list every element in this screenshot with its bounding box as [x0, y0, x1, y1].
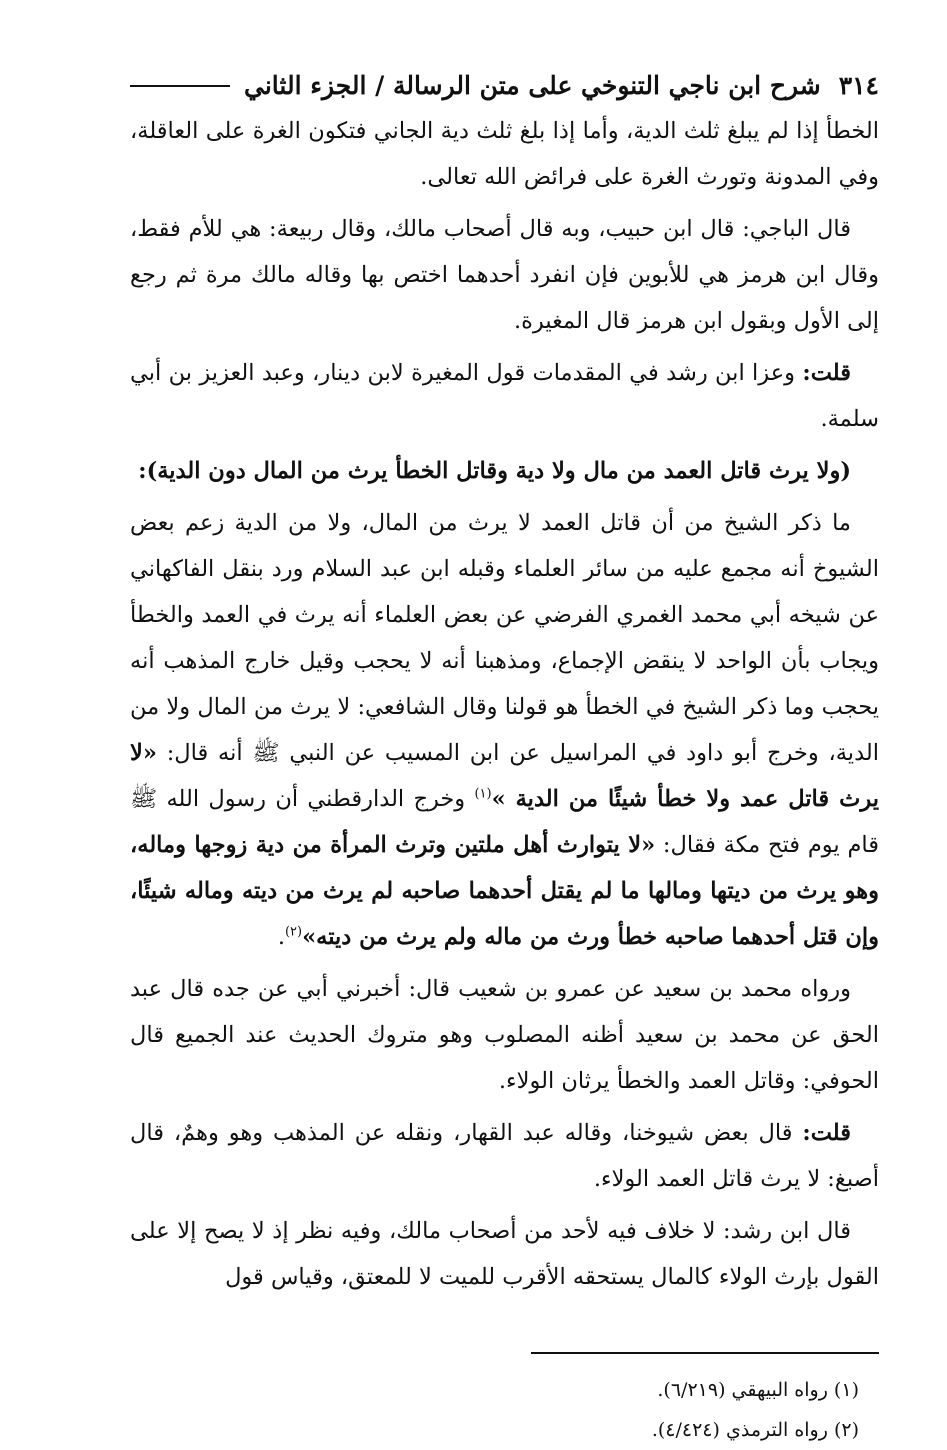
header-rule	[130, 85, 230, 87]
footnote-ref-2: (٢)	[284, 924, 303, 940]
matn-heading: (ولا يرث قاتل العمد من مال ولا دية وقاتل الخطأ يرث من المال دون الدية):	[138, 458, 851, 484]
running-header	[130, 64, 879, 108]
paragraph-6	[130, 1110, 879, 1202]
paragraph-4-text-a: ما ذكر الشيخ من أن قاتل العمد لا يرث من المال، ولا من الدية زعم بعض الشيوخ أنه مجمع عليه من سائر العلماء وقبله ابن عبد السلام ورد بنقل الفاكهاني عن شيخه أبي محمد الغمري الفرضي عن بعض العلماء أنه يرث في العمد والخطأ ويجاب بأن الواحد لا ينقض الإجماع، ومذهبنا أنه لا يحجب وقيل خارج المذهب أنه يحجب وما ذكر الشيخ في الخطأ هو قولنا وقال الشافعي: لا يرث من المال ولا من الدية، وخرج أبو داود في المراسيل عن ابن المسيب عن النبي ﷺ أنه قال:	[130, 510, 879, 766]
footnote-2: (٢) رواه الترمذي (٤/٤٢٤).	[651, 1418, 859, 1441]
header-title-group	[130, 64, 821, 108]
paragraph-6-text: قال بعض شيوخنا، وقاله عبد القهار، ونقله عن المذهب وهو وهمٌ، قال أصبغ: لا يرث قاتل العمد الولاء.	[130, 1120, 879, 1192]
paragraph-2: قال الباجي: قال ابن حبيب، وبه قال أصحاب مالك، وقال ربيعة: هي للأم فقط، وقال ابن هرمز هي للأبوين فإن انفرد أحدهما اختص بها وقاله مالك مرة ثم رجع إلى الأول وبقول ابن هرمز قال المغيرة.	[130, 216, 879, 334]
paragraph-3-lead: قلت:	[802, 360, 851, 386]
footnote-ref-1: (١)	[474, 786, 492, 802]
paragraph-4	[130, 500, 879, 960]
hadith-quote-1: «لا يرث قاتل عمد ولا خطأ شيئًا من الدية »	[130, 740, 879, 812]
hadith-quote-2: «لا يتوارث أهل ملتين وترث المرأة من دية زوجها وماله، وهو يرث من ديتها ومالها ما لم يقتل أحدهما صاحبه لم يرث من ديته وماله شيئًا، وإن قتل أحدهما صاحبه خطأ ورث من ماله ولم يرث من ديته»	[130, 832, 879, 950]
paragraph-3-text: وعزا ابن رشد في المقدمات قول المغيرة لابن دينار، وعبد العزيز بن أبي سلمة.	[130, 360, 879, 432]
paragraph-3	[130, 350, 879, 442]
paragraph-4-text-b: وخرج الدارقطني أن رسول الله ﷺ قام يوم فتح مكة فقال:	[130, 786, 879, 858]
paragraph-4-end: .	[277, 924, 285, 950]
paragraph-7: قال ابن رشد: لا خلاف فيه لأحد من أصحاب مالك، وفيه نظر إذ لا يصح إلا على القول بإرث الولاء كالمال يستحقه الأقرب للميت لا للمعتق، وقياس قول	[130, 1218, 879, 1290]
paragraph-6-lead: قلت:	[802, 1120, 851, 1146]
paragraph-5: ورواه محمد بن سعيد عن عمرو بن شعيب قال: أخبرني أبي عن جده قال عبد الحق عن محمد بن سعيد أظنه المصلوب وهو متروك الحديث عند الجميع قال الحوفي: وقاتل العمد والخطأ يرثان الولاء.	[130, 976, 879, 1094]
book-title: شرح ابن ناجي التنوخي على متن الرسالة / الجزء الثاني	[244, 71, 821, 100]
footnote-1: (١) رواه البيهقي (٦/٢١٩).	[657, 1378, 859, 1401]
paragraph-1: الخطأ إذا لم يبلغ ثلث الدية، وأما إذا بلغ ثلث دية الجاني فتكون الغرة على العاقلة، وفي المدونة وتورث الغرة على فرائض الله تعالى.	[130, 118, 879, 190]
footnote-separator	[531, 1352, 879, 1354]
page-number: ٣١٤	[838, 71, 879, 100]
